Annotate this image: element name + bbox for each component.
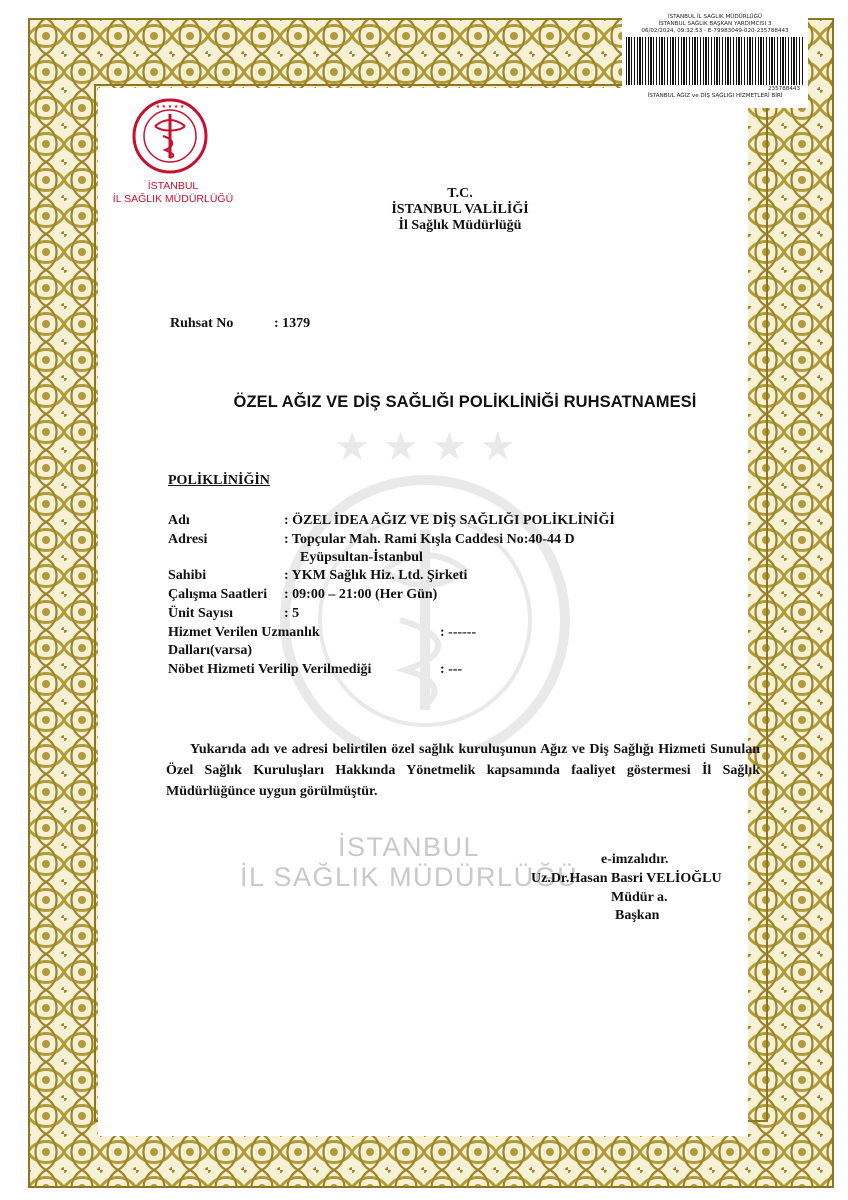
- document-header: [320, 186, 600, 234]
- ministry-logo: [125, 96, 215, 176]
- watermark-line-2: İL SAĞLIK MÜDÜRLÜĞÜ: [240, 862, 579, 892]
- field-hours-value: : 09:00 – 21:00 (Her Gün): [284, 587, 438, 602]
- signatory-title: Başkan: [615, 908, 660, 923]
- field-specialty-label-1: Hizmet Verilen Uzmanlık: [168, 625, 320, 640]
- field-duty-label: Nöbet Hizmeti Verilip Verilmediği: [168, 662, 372, 677]
- field-specialty-value: : ------: [440, 625, 477, 640]
- field-units-label: Ünit Sayısı: [168, 606, 233, 621]
- field-owner-label: Sahibi: [168, 568, 207, 583]
- header-directorate: İl Sağlık Müdürlüğü: [398, 218, 522, 233]
- section-title: POLİKLİNİĞİN: [168, 473, 270, 488]
- logo-caption: [108, 180, 238, 206]
- stamp-number: 235788443: [767, 86, 800, 92]
- field-specialty-label-2: Dalları(varsa): [168, 643, 252, 658]
- field-units-value: : 5: [284, 606, 300, 621]
- license-value: : 1379: [274, 316, 311, 331]
- field-duty-value: : ---: [440, 662, 463, 677]
- field-address-label: Adresi: [168, 532, 208, 547]
- document-title: ÖZEL AĞIZ VE DİŞ SAĞLIĞI POLİKLİNİĞİ RUHSATNAMESİ: [233, 393, 697, 411]
- watermark-seal: [200, 420, 650, 750]
- signatory-role: Müdür a.: [611, 890, 668, 905]
- stamp-line-1: İSTANBUL İL SAĞLIK MÜDÜRLÜĞÜ: [667, 14, 763, 20]
- license-number: [170, 316, 310, 332]
- field-hours-label: Çalışma Saatleri: [168, 587, 268, 602]
- field-name-value: : ÖZEL İDEA AĞIZ VE DİŞ SAĞLIĞI POLİKLİNİĞİ: [284, 513, 615, 528]
- stamp-line-3: 06/02/2024, 09:32:53 - E-79983049-020-235788443: [641, 28, 789, 34]
- header-governorship: İSTANBUL VALİLİĞİ: [391, 202, 529, 217]
- e-document-stamp: [622, 14, 808, 108]
- field-address-line-2: Eyüpsultan-İstanbul: [300, 550, 423, 565]
- barcode: [626, 37, 804, 85]
- header-tc: T.C.: [447, 186, 473, 201]
- logo-line-2: İL SAĞLIK MÜDÜRLÜĞÜ: [112, 193, 234, 205]
- watermark-text: [240, 832, 578, 892]
- stamp-line-2: İSTANBUL SAĞLIK BAŞKAN YARDIMCISI 3: [658, 21, 772, 27]
- approval-paragraph: Yukarıda adı ve adresi belirtilen özel sağlık kuruluşunun Ağız ve Diş Sağlığı Hizmeti Sunulan Özel Sağlık Kuruluşları Hakkında Yönetmelik kapsamında faaliyet göstermesi İl Sağlık Müdürlüğünce uygun görülmüştür.: [166, 742, 760, 799]
- svg-text:★ ★ ★ ★ ★: ★ ★ ★ ★ ★: [155, 104, 185, 110]
- field-name-label: Adı: [168, 513, 190, 528]
- license-label: Ruhsat No: [170, 316, 234, 331]
- field-owner-value: : YKM Sağlık Hiz. Ltd. Şirketi: [284, 568, 468, 583]
- logo-line-1: İSTANBUL: [147, 180, 199, 192]
- stamp-footer: İSTANBUL AĞIZ ve DİŞ SAĞLIĞI HİZMETLERİ BİRİ: [647, 93, 783, 99]
- signatory-name: Uz.Dr.Hasan Basri VELİOĞLU: [531, 871, 722, 886]
- watermark-line-1: İSTANBUL: [338, 832, 481, 862]
- field-address-value: : Topçular Mah. Rami Kışla Caddesi No:40-44 D: [284, 532, 575, 547]
- e-signed-note: e-imzalıdır.: [601, 852, 669, 867]
- svg-text:★ ★ ★ ★: ★ ★ ★ ★: [334, 424, 516, 470]
